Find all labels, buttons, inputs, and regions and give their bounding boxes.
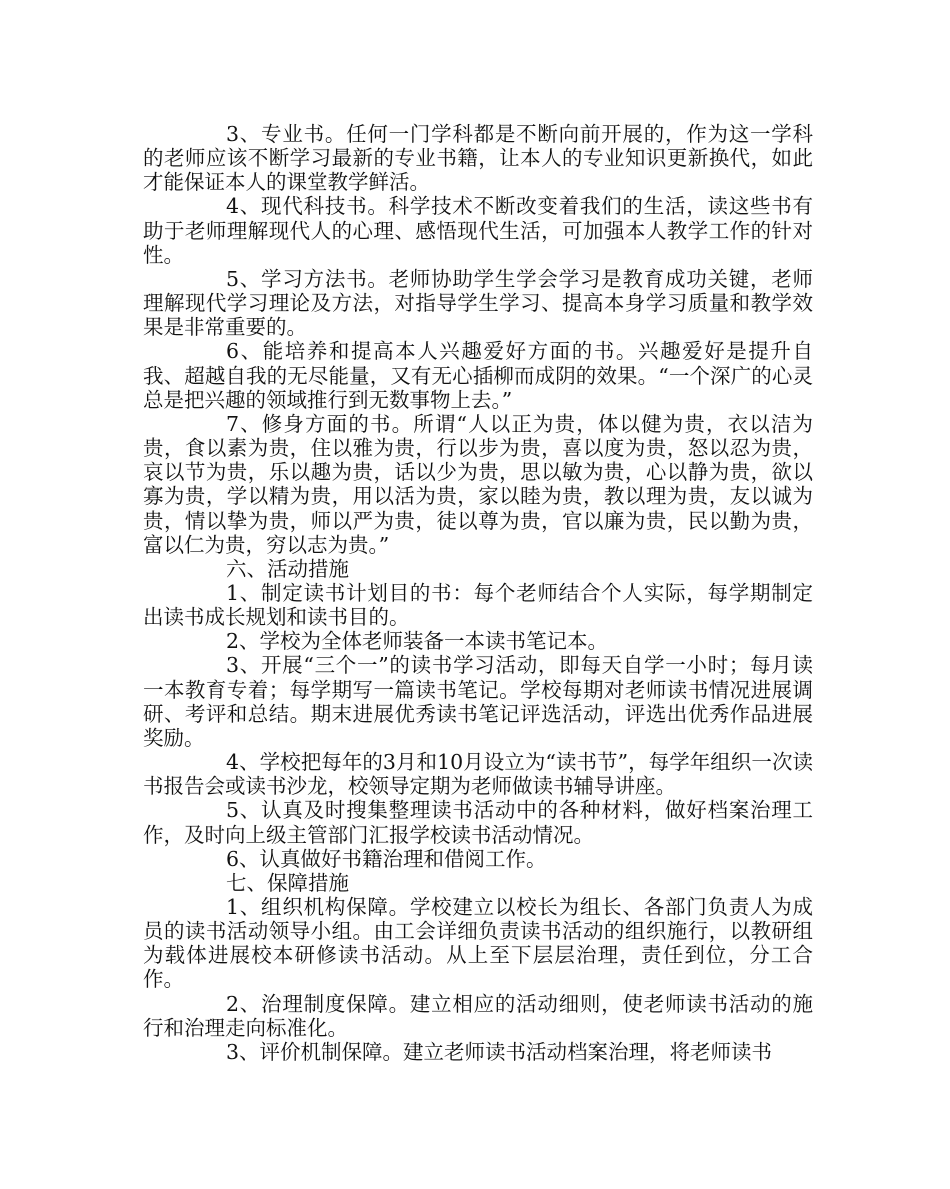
section-heading: 七、保障措施 [226,870,349,895]
paragraph: 5、学习方法书。老师协助学生学会学习是教育成功关键，老师理解现代学习理论及方法，对指导学生学习、提高本身学习质量和教学效果是非常重要的。 [143,266,813,340]
paragraph: 1、制定读书计划目的书：每个老师结合个人实际，每学期制定出读书成长规划和读书目的。 [143,580,813,630]
paragraph: 2、治理制度保障。建立相应的活动细则，使老师读书活动的施行和治理走向标准化。 [143,991,813,1040]
section-heading: 六、活动措施 [226,556,349,581]
paragraph: 3、评价机制保障。建立老师读书活动档案治理，将老师读书 [226,1039,773,1064]
paragraph: 3、开展“三个一”的读书学习活动，即每天自学一小时；每月读一本教育专着；每学期写一篇读书笔记。学校每期对老师读书情况进展调研、考评和总结。期末进展优秀读书笔记评选活动，评选出优秀作品进展奖励。 [143,653,813,750]
paragraph: 5、认真及时搜集整理读书活动中的各种材料，做好档案治理工作，及时向上级主管部门汇报学校读书活动情况。 [143,798,813,847]
paragraph: 2、学校为全体老师装备一本读书笔记本。 [226,629,609,654]
paragraph: 7、修身方面的书。所谓“人以正为贵，体以健为贵，衣以洁为贵，食以素为贵，住以雅为贵，行以步为贵，喜以度为贵，怒以忍为贵，哀以节为贵，乐以趣为贵，话以少为贵，思以敏为贵，心以静为贵，欲以寡为贵，学以精为贵，用以活为贵，家以睦为贵，教以理为贵，友以诚为贵，情以挚为贵，师以严为贵，徒以尊为贵，官以廉为贵，民以勤为贵，富以仁为贵，穷以志为贵。” [143,411,813,557]
paragraph: 1、组织机构保障。学校建立以校长为组长、各部门负责人为成员的读书活动领导小组。由工会详细负责读书活动的组织施行，以教研组为载体进展校本研修读书活动。从上至下层层治理，责任到位，分工合作。 [143,895,813,992]
paragraph: 4、学校把每年的3月和10月设立为“读书节”，每学年组织一次读书报告会或读书沙龙，校领导定期为老师做读书辅导讲座。 [143,750,813,799]
paragraph: 3、专业书。任何一门学科都是不断向前开展的，作为这一学科的老师应该不断学习最新的专业书籍，让本人的专业知识更新换代，如此才能保证本人的课堂教学鲜活。 [143,122,813,195]
paragraph: 6、认真做好书籍治理和借阅工作。 [226,846,547,871]
paragraph: 4、现代科技书。科学技术不断改变着我们的生活，读这些书有助于老师理解现代人的心理、感悟现代生活，可加强本人教学工作的针对性。 [143,194,813,267]
paragraph: 6、能培养和提高本人兴趣爱好方面的书。兴趣爱好是提升自我、超越自我的无尽能量，又有无心插柳而成阴的效果。“一个深广的心灵总是把兴趣的领域推行到无数事物上去。” [143,339,813,412]
document-body [143,122,813,1064]
